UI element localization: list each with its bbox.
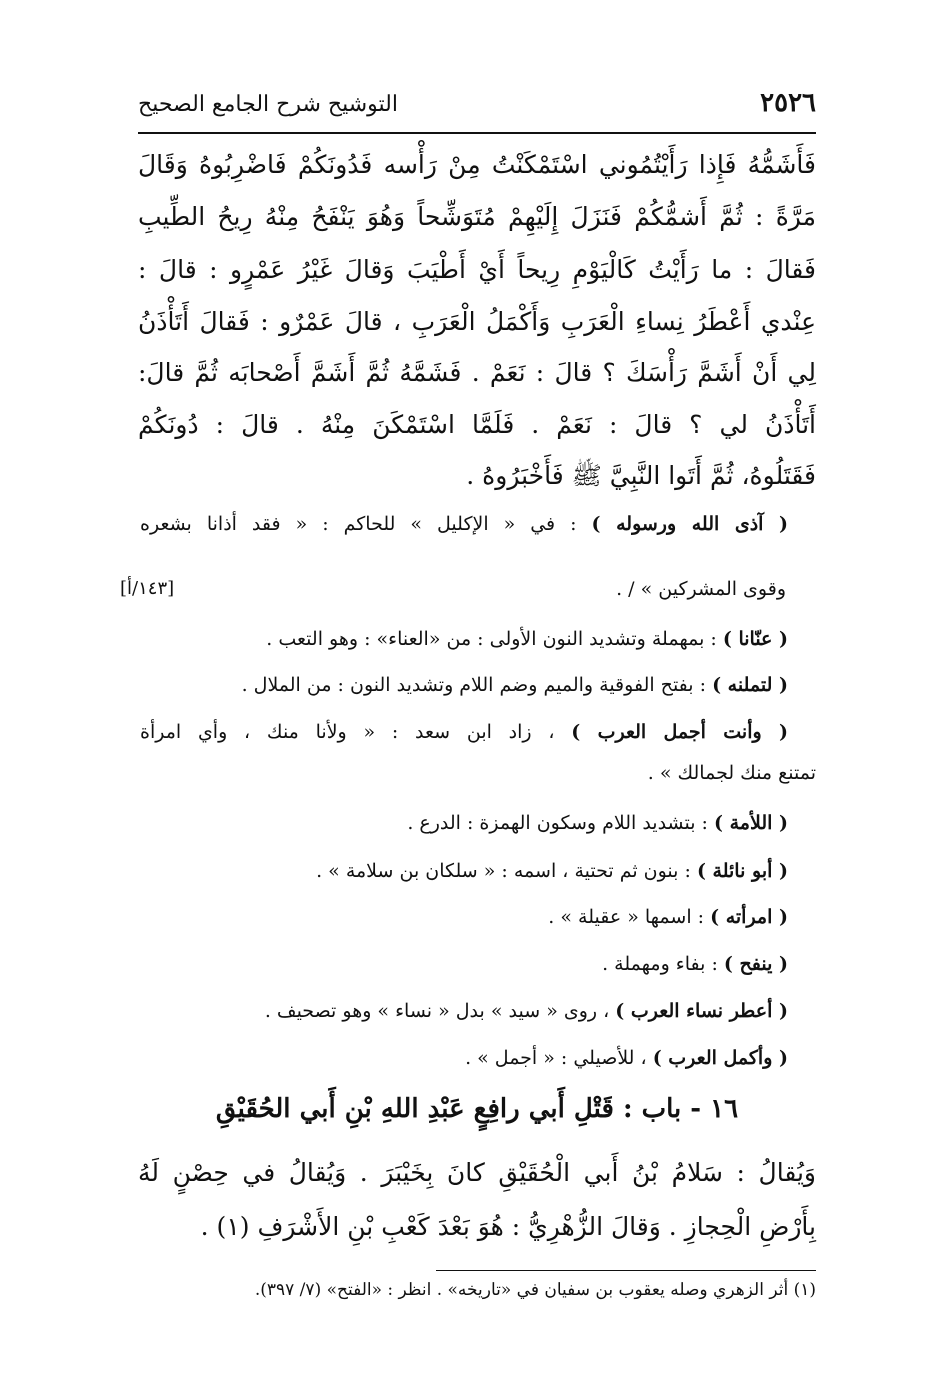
hadith-line: لِي أَنْ أَشَمَّ رَأْسَكَ ؟ قالَ : نَعَمْ . فَشَمَّهُ ثُمَّ أَشَمَّ أَصْحابَه ثُمَّ قالَ:: [138, 358, 816, 387]
note-text: : بفاء ومهملة .: [602, 953, 724, 975]
footnote: (١) أثر الزهري وصله يعقوب بن سفيان في «تاريخه» . انظر : «الفتح» (٧/ ٣٩٧).: [254, 1280, 816, 1300]
hadith-line: فَقالَ : ما رَأَيْتُ كَالْيَوْمِ رِيحاً أَيْ أَطْيَبَ وَقالَ غَيْرُ عَمْرٍو : قالَ :: [138, 255, 816, 284]
note-continuation: تمتنع منك لجمالك » .: [647, 762, 816, 784]
footnote-rule: [436, 1270, 816, 1271]
commentary-note: [465, 1047, 788, 1069]
note-term: ( ينفح ): [723, 953, 788, 975]
manuscript-folio-ref: [١٤٣/أ]: [120, 578, 175, 599]
note-term: ( عنّانا ): [722, 628, 788, 650]
header-rule: [138, 132, 816, 134]
note-text: : بمهملة وتشديد النون الأولى : من «العناء» : وهو التعب .: [266, 628, 723, 650]
commentary-note: [140, 721, 788, 743]
running-title: التوشيح شرح الجامع الصحيح: [138, 92, 398, 117]
commentary-note: [265, 1000, 788, 1022]
note-text: : بفتح الفوقية والميم وضم اللام وتشديد النون : من الملال .: [241, 674, 713, 696]
note-term: ( لتملنه ): [712, 674, 788, 696]
note-term: ( وأنت أجمل العرب ): [571, 721, 788, 743]
chapter-text-line: بِأَرْضِ الْحِجازِ . وَقالَ الزُّهْرِيُّ : هُوَ بَعْدَ كَعْبِ بْنِ الأَشْرَفِ (١) .: [200, 1212, 816, 1241]
note-term: ( وأكمل العرب ): [652, 1047, 788, 1069]
hadith-line: فَقَتَلُوهُ، ثُمَّ أَتَوا النَّبِيَّ ﷺ فَأَخْبَرُوهُ .: [466, 461, 816, 490]
chapter-heading: ١٦ - باب : قَتْلِ أَبي رافِعٍ عَبْدِ اللهِ بْنِ أَبي الحُقَيْقِ: [215, 1094, 739, 1124]
commentary-note: [266, 628, 788, 650]
note-text: ، روى « سيد » بدل « نساء » وهو تصحيف .: [264, 1000, 616, 1022]
note-term: ( أبو نائلة ): [696, 860, 788, 882]
commentary-note: [602, 953, 788, 975]
note-term: ( اللأمة ): [714, 812, 788, 834]
hadith-line: أَتَأْذَنُ لي ؟ قالَ : نَعَمْ . فَلَمَّا اسْتَمْكَنَ مِنْهُ . قالَ : دُونَكُمْ: [138, 410, 816, 439]
note-text: : في « الإكليل » للحاكم : « فقد أذانا بشعره: [140, 513, 592, 535]
commentary-note: [140, 513, 788, 535]
note-text: ، زاد ابن سعد : « ولأنا منك ، وأي امرأة: [140, 721, 572, 743]
note-term: ( آذى الله ورسوله ): [591, 513, 789, 535]
chapter-text-line: وَيُقالُ : سَلامُ بْنُ أَبي الْحُقَيْقِ كانَ بِخَيْبَرَ . وَيُقالُ في حِصْنٍ لَهُ: [138, 1158, 816, 1187]
commentary-note: [242, 674, 788, 696]
note-text: : بتشديد اللام وسكون الهمزة : الدرع .: [407, 812, 715, 834]
note-term: ( أعطر نساء العرب ): [615, 1000, 788, 1022]
note-continuation: وقوى المشركين » / .: [616, 578, 786, 600]
commentary-note: [407, 812, 788, 834]
note-term: ( امرأته ): [710, 906, 788, 928]
hadith-line: عِنْدي أَعْطَرُ نِساءِ الْعَرَبِ وَأَكْمَلُ الْعَرَبِ ، قالَ عَمْرٌو : فَقالَ أَتَأْذَنُ: [138, 307, 816, 336]
note-text: ، للأصيلي : « أجمل » .: [465, 1047, 653, 1069]
page-number: ٢٥٢٦: [760, 88, 816, 118]
note-text: : اسمها « عقيلة » .: [548, 906, 711, 928]
commentary-note: [316, 860, 788, 882]
running-header: [138, 88, 816, 128]
hadith-line: مَرَّةً : ثُمَّ أَشمُّكُمْ فَنَزَلَ إِلَيْهِمْ مُتَوَشِّحاً وَهُوَ يَنْفَحُ مِنْهُ رِيحُ الطِّيبِ: [138, 202, 816, 231]
commentary-note: [548, 906, 788, 928]
note-text: : بنون ثم تحتية ، اسمه : « سلكان بن سلامة » .: [316, 860, 697, 882]
hadith-line: فَأَشَمُّهُ فَإِذا رَأَيْتُمُوني اسْتَمْكَنْتُ مِنْ رَأْسه فَدُونَكُمْ فَاضْرِبُوهُ وَقَالَ: [138, 150, 816, 179]
